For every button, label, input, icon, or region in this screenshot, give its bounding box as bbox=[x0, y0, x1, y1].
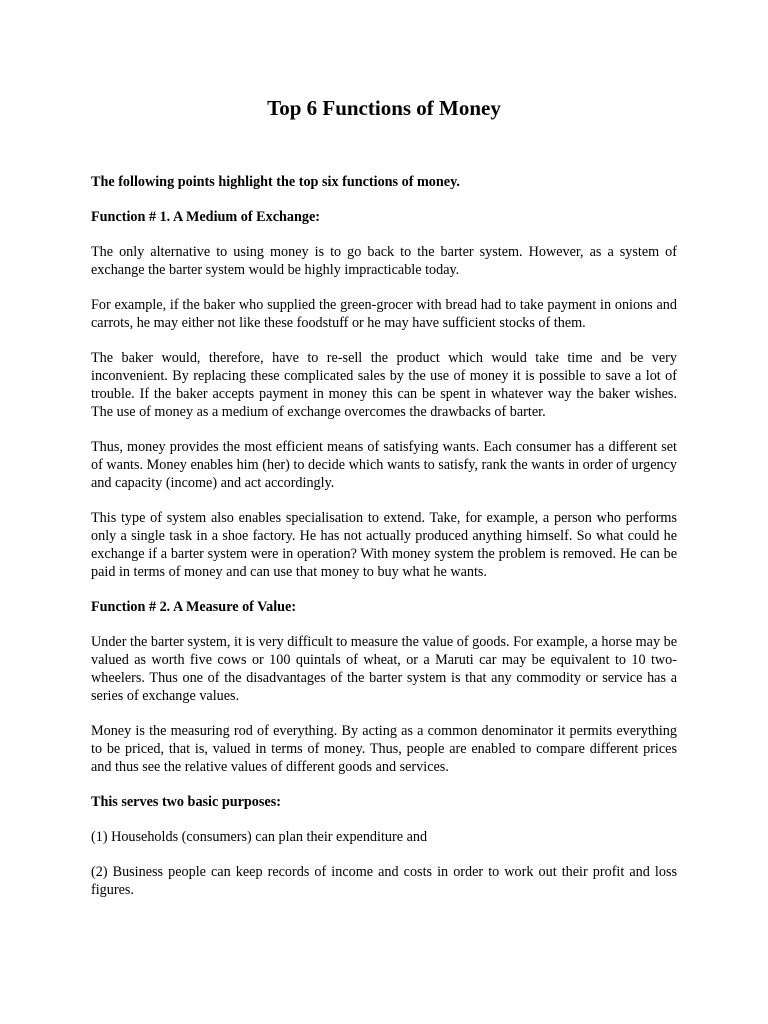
paragraph: Thus, money provides the most efficient means of satisfying wants. Each consumer has a different set of wants. Money enables him (her) to decide which wants to satisfy, rank the wants in order of urgency and capacity (income) and act accordingly. bbox=[91, 439, 677, 491]
paragraph: For example, if the baker who supplied the green-grocer with bread had to take payment in onions and carrots, he may either not like these foodstuff or he may have sufficient stocks of them. bbox=[91, 297, 677, 331]
paragraph: The only alternative to using money is to go back to the barter system. However, as a system of exchange the barter system would be highly impracticable today. bbox=[91, 244, 677, 278]
subheading-basic-purposes: This serves two basic purposes: bbox=[91, 794, 281, 810]
paragraph: The baker would, therefore, have to re-sell the product which would take time and be very inconvenient. By replacing these complicated sales by the use of money it is possible to save a lot of trouble. If the baker accepts payment in money this can be spent in whatever way the baker wishes. The use of money as a medium of exchange overcomes the drawbacks of barter. bbox=[91, 350, 677, 420]
list-item: (2) Business people can keep records of income and costs in order to work out their profit and loss figures. bbox=[91, 864, 677, 898]
list-item: (1) Households (consumers) can plan their expenditure and bbox=[91, 829, 428, 845]
paragraph: Under the barter system, it is very difficult to measure the value of goods. For example, a horse may be valued as worth five cows or 100 quintals of wheat, or a Maruti car may be equivalent to 10 two- wheelers. Thus one of the disadvantages of the barter system is that any commodity or service has a series of exchange values. bbox=[91, 634, 677, 704]
paragraph: This type of system also enables specialisation to extend. Take, for example, a person who performs only a single task in a shoe factory. He has not actually produced anything himself. So what could he exchange if a barter system were in operation? With money system the problem is removed. He can be paid in terms of money and can use that money to buy what he wants. bbox=[91, 510, 677, 580]
intro-text: The following points highlight the top six functions of money. bbox=[91, 174, 460, 190]
section-heading-function-1: Function # 1. A Medium of Exchange: bbox=[91, 209, 320, 225]
document-title: Top 6 Functions of Money bbox=[267, 96, 501, 120]
paragraph: Money is the measuring rod of everything. By acting as a common denominator it permits everything to be priced, that is, valued in terms of money. Thus, people are enabled to compare different prices and thus see the relative values of different goods and services. bbox=[91, 723, 677, 775]
section-heading-function-2: Function # 2. A Measure of Value: bbox=[91, 599, 297, 615]
document-body bbox=[91, 173, 677, 916]
